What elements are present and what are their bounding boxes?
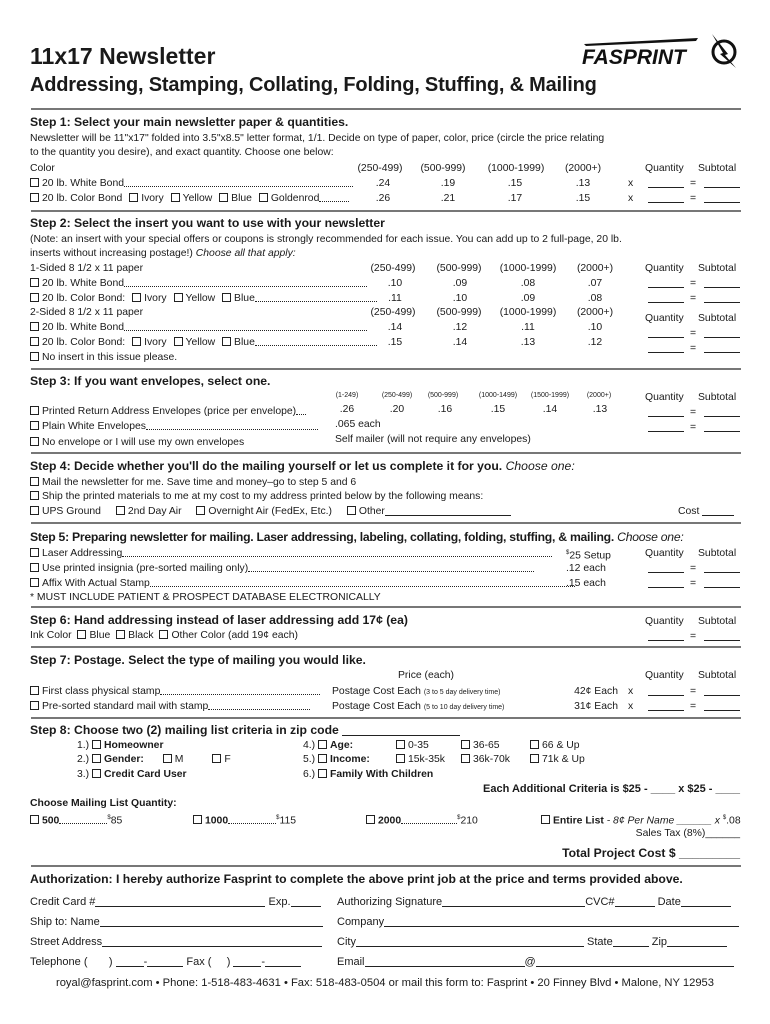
criteria-2[interactable]: 2.) Gender: M F — [77, 754, 231, 765]
authorization-heading: Authorization: I hereby authorize Fasprint to complete the above print job at the price and terms provided above. — [30, 872, 683, 886]
step2-2sided-white-row[interactable] — [30, 321, 367, 334]
step4-mail-for-me-row[interactable] — [30, 476, 356, 489]
ship-to-name-field[interactable]: Ship to: Name — [30, 916, 323, 929]
checkbox[interactable] — [196, 506, 205, 515]
note-text: inserts without increasing postage!) — [30, 248, 193, 259]
checkbox[interactable] — [30, 178, 39, 187]
step1-color-bond-row[interactable] — [30, 192, 375, 205]
sales-tax-line: Sales Tax (8%)______ — [635, 828, 740, 839]
option-label: 20 lb. Color Bond: — [42, 293, 126, 304]
option-label: Ship the printed materials to me at my cost to my address printed below by the following means: — [42, 491, 484, 502]
option-label: Laser Addressing — [42, 548, 123, 559]
checkbox[interactable] — [461, 754, 470, 763]
checkbox[interactable] — [77, 630, 86, 639]
option-label: Mail the newsletter for me. Save time and money–go to step 5 and 6 — [42, 477, 357, 488]
step1-range-3: (1000-1999) — [487, 163, 545, 174]
option-label: Plain White Envelopes — [42, 421, 146, 432]
criteria-5[interactable]: 5.) Income: — [303, 754, 370, 765]
checkbox[interactable] — [30, 322, 39, 331]
checkbox[interactable] — [174, 337, 183, 346]
qty-field[interactable] — [648, 630, 684, 643]
checkbox[interactable] — [30, 352, 39, 361]
checkbox[interactable] — [30, 477, 39, 486]
step5-heading: Step 5: Preparing newsletter for mailing. Laser addressing, labeling, collating, folding, stuffing, & mailing. Choose one: — [30, 530, 684, 544]
price-cell: .15 — [507, 178, 523, 189]
price-cell: .08 — [587, 293, 603, 304]
first-class-cost: Postage Cost Each (3 to 5 day delivery time) — [332, 686, 501, 697]
option-label: Yellow — [185, 293, 216, 304]
insignia-price: .12 each — [566, 563, 606, 574]
option-label: Ivory — [144, 337, 167, 348]
step1-range-2: (500-999) — [420, 163, 466, 174]
additional-criteria-line: Each Additional Criteria is $25 - ____ x $25 - ____ — [483, 783, 740, 795]
page-subtitle: Addressing, Stamping, Collating, Folding, Stuffing, & Mailing — [30, 74, 597, 96]
option-label: No envelope or I will use my own envelopes — [42, 437, 245, 448]
price-cell: .09 — [452, 278, 468, 289]
option-label: Gender: — [104, 754, 144, 765]
checkbox[interactable] — [174, 293, 183, 302]
option-label: 20 lb. Color Bond: — [42, 337, 126, 348]
criteria-3[interactable]: 3.) Credit Card User — [77, 769, 187, 780]
quantity-1000-option[interactable]: 1000 $115 — [193, 812, 296, 827]
price-cell: .21 — [440, 193, 456, 204]
step6-heading: Step 6: Hand addressing instead of laser addressing add 17¢ (ea) — [30, 613, 408, 627]
qty-field[interactable] — [648, 342, 684, 355]
subtotal-field[interactable] — [704, 685, 740, 698]
times-sign: x — [628, 686, 634, 697]
price-cell: .24 — [375, 178, 391, 189]
equals-sign: = — [690, 178, 697, 189]
option-label: No insert in this issue please. — [42, 352, 178, 363]
step7-heading: Step 7: Postage. Select the type of mailing you would like. — [30, 653, 366, 667]
checkbox[interactable] — [116, 506, 125, 515]
step2-2sided-color-row[interactable] — [30, 336, 377, 349]
step2-note-line1: (Note: an insert with your special offers or coupons is strongly recommended for each issue. You can add up to 2 full-page, 20 lb. — [30, 234, 622, 245]
checkbox[interactable] — [396, 754, 405, 763]
step2-1sided-white-row[interactable] — [30, 277, 367, 290]
step1-color-qty-field[interactable] — [648, 192, 684, 205]
option-label: UPS Ground — [42, 506, 101, 517]
qty-field[interactable] — [648, 700, 684, 713]
option-label: Age: — [330, 740, 354, 751]
checkbox[interactable] — [30, 337, 39, 346]
option-label: Ivory — [141, 193, 164, 204]
step5-stamp-row[interactable] — [30, 577, 575, 590]
checkbox[interactable] — [318, 740, 327, 749]
logo-wordmark: FASPRINT — [582, 46, 686, 69]
step4-heading: Step 4: Decide whether you'll do the mailing yourself or let us complete it for you. Choose one: — [30, 459, 575, 473]
step2-range-4: (2000+) — [576, 263, 614, 274]
step2-range-3b: (1000-1999) — [499, 307, 557, 318]
qty-field[interactable] — [648, 577, 684, 590]
equals-sign: = — [690, 293, 697, 304]
qty-field[interactable] — [648, 406, 684, 419]
checkbox[interactable] — [92, 769, 101, 778]
income-option-2[interactable]: 36k-70k — [461, 753, 510, 766]
qty-field[interactable] — [648, 277, 684, 290]
equals-sign: = — [690, 328, 697, 339]
price-cell: .10 — [587, 322, 603, 333]
step1-qty-label: Quantity — [645, 163, 684, 174]
price-cell: .11 — [521, 322, 535, 333]
subtotal-field[interactable] — [704, 562, 740, 575]
choose-one-label: Choose one: — [505, 459, 575, 473]
step3-range-4: (1000-1499) — [478, 392, 518, 399]
cost-label: Cost — [678, 506, 700, 517]
price-cell: .10 — [452, 293, 468, 304]
criteria-4[interactable]: 4.) Age: — [303, 740, 354, 751]
checkbox[interactable] — [30, 193, 39, 202]
step3-range-6: (2000+) — [586, 392, 612, 399]
price-cell: .20 — [389, 404, 405, 415]
checkbox[interactable] — [132, 337, 141, 346]
price-cell: .13 — [592, 404, 608, 415]
equals-sign: = — [690, 578, 697, 589]
times-sign: x — [628, 701, 634, 712]
option-label: Ivory — [144, 293, 167, 304]
equals-sign: = — [690, 278, 697, 289]
checkbox[interactable] — [347, 506, 356, 515]
price-cell: .26 — [375, 193, 391, 204]
checkbox[interactable] — [541, 815, 550, 824]
page-title: 11x17 Newsletter — [30, 43, 216, 69]
price-cell: .19 — [440, 178, 456, 189]
price-cell: .10 — [387, 278, 403, 289]
step3-qty-label: Quantity — [645, 392, 684, 403]
checkbox[interactable] — [30, 293, 39, 302]
checkbox[interactable] — [219, 193, 228, 202]
step2-qty-label: Quantity — [645, 263, 684, 274]
price-cell: .13 — [575, 178, 591, 189]
step5-laser-row[interactable] — [30, 547, 552, 560]
step3-printed-row[interactable] — [30, 405, 306, 418]
qty-field[interactable] — [648, 327, 684, 340]
option-label: Use printed insignia (pre-sorted mailing only) — [42, 563, 249, 574]
price-cell: .14 — [452, 337, 468, 348]
self-mailer-note: Self mailer (will not require any envelopes) — [335, 434, 531, 445]
delivery-time: (3 to 5 day delivery time) — [423, 689, 501, 696]
age-option-1[interactable]: 0-35 — [396, 739, 429, 752]
price-cell: .14 — [387, 322, 403, 333]
stamp-price: .15 each — [566, 578, 606, 589]
option-label: Pre-sorted standard mail with stamp — [42, 701, 209, 712]
step2-range-1: (250-499) — [370, 263, 416, 274]
first-class-price: 42¢ Each — [574, 686, 618, 697]
income-option-3[interactable]: 71k & Up — [530, 753, 585, 766]
presorted-cost: Postage Cost Each (5 to 10 day delivery time) — [332, 701, 505, 712]
step3-no-envelope-row[interactable] — [30, 436, 244, 449]
step4-cost-field[interactable] — [678, 505, 734, 518]
option-label: Blue — [234, 337, 255, 348]
option-label: Yellow — [185, 337, 216, 348]
option-label: Credit Card User — [104, 769, 187, 780]
equals-sign: = — [690, 563, 697, 574]
step1-heading: Step 1: Select your main newsletter paper & quantities. — [30, 115, 349, 129]
step2-subtotal-label-b: Subtotal — [698, 313, 737, 324]
step2-two-sided-label: 2-Sided 8 1/2 x 11 paper — [30, 307, 144, 318]
step4-ship-to-me-row[interactable] — [30, 490, 483, 503]
step1-color-label: Color — [30, 163, 55, 174]
step3-heading: Step 3: If you want envelopes, select one. — [30, 374, 271, 388]
checkbox[interactable] — [129, 193, 138, 202]
income-option-1[interactable]: 15k-35k — [396, 753, 445, 766]
step2-range-1b: (250-499) — [370, 307, 416, 318]
step1-range-1: (250-499) — [357, 163, 403, 174]
criteria-1[interactable]: 1.) Homeowner — [77, 740, 164, 751]
total-project-cost: Total Project Cost $ _________ — [562, 846, 740, 860]
checkbox[interactable] — [30, 815, 39, 824]
checkbox[interactable] — [159, 630, 168, 639]
age-option-3[interactable]: 66 & Up — [530, 739, 580, 752]
step1-desc-line2: to the quantity you desire), and exact quantity. Choose one below: — [30, 147, 334, 158]
subtotal-field[interactable] — [704, 342, 740, 355]
price-cell: .11 — [388, 293, 402, 304]
checkbox[interactable] — [318, 754, 327, 763]
checkbox[interactable] — [30, 548, 39, 557]
step6-qty-label: Quantity — [645, 616, 684, 627]
email-field[interactable]: Email @ — [337, 956, 734, 969]
option-label: Other Color (add 19¢ each) — [171, 630, 298, 641]
quantity-500-option[interactable]: 500 $85 — [30, 812, 122, 827]
step2-qty-label-b: Quantity — [645, 313, 684, 324]
subtotal-field[interactable] — [704, 700, 740, 713]
step7-price-each-label: Price (each) — [398, 670, 455, 681]
step3-range-1: (1-249) — [335, 392, 359, 399]
step3-plain-row[interactable] — [30, 420, 318, 433]
checkbox[interactable] — [30, 701, 39, 710]
subtotal-field[interactable] — [704, 327, 740, 340]
step5-qty-label: Quantity — [645, 548, 684, 559]
step1-white-bond-row[interactable] — [30, 177, 375, 190]
checkbox[interactable] — [259, 193, 268, 202]
step3-range-2: (250-499) — [381, 392, 413, 399]
step2-range-2: (500-999) — [436, 263, 482, 274]
step7-presorted-row[interactable] — [30, 700, 310, 713]
entire-list-option[interactable]: Entire List - 8¢ Per Name ______ x $.08 — [541, 812, 741, 827]
step2-range-4b: (2000+) — [576, 307, 614, 318]
checkbox[interactable] — [30, 278, 39, 287]
step1-subtotal-label: Subtotal — [698, 163, 737, 174]
option-label: Black — [128, 630, 154, 641]
subtotal-field[interactable] — [704, 292, 740, 305]
option-label: Blue — [89, 630, 111, 641]
subtotal-field[interactable] — [704, 277, 740, 290]
option-label: Blue — [231, 193, 252, 204]
step2-heading: Step 2: Select the insert you want to use with your newsletter — [30, 216, 385, 230]
option-label: Income: — [330, 754, 370, 765]
checkbox[interactable] — [222, 293, 231, 302]
checkbox[interactable] — [30, 421, 39, 430]
qty-field[interactable] — [648, 685, 684, 698]
times-sign: x — [628, 178, 634, 189]
checkbox[interactable] — [461, 740, 470, 749]
fasprint-logo — [578, 30, 744, 72]
times-sign: x — [628, 193, 634, 204]
price-cell: .16 — [437, 404, 453, 415]
step2-range-2b: (500-999) — [436, 307, 482, 318]
price-text: 25 Setup — [569, 550, 611, 562]
fasprint-logo-graphic — [578, 30, 744, 72]
checkbox[interactable] — [116, 630, 125, 639]
price-cell: .08 — [520, 278, 536, 289]
option-label: 20 lb. White Bond — [42, 278, 125, 289]
step1-desc-line1: Newsletter will be 11"x17" folded into 3.5"x8.5" letter format, 1/1. Decide on type of paper, color, price (circle the price relating — [30, 133, 605, 144]
option-label: Homeowner — [104, 740, 164, 751]
signature-field[interactable]: Authorizing Signature CVC# Date — [337, 896, 731, 909]
subtotal-field[interactable] — [704, 630, 740, 643]
qty-field[interactable] — [648, 421, 684, 434]
checkbox[interactable] — [530, 754, 539, 763]
age-option-2[interactable]: 36-65 — [461, 739, 500, 752]
checkbox[interactable] — [163, 754, 172, 763]
subtotal-field[interactable] — [704, 421, 740, 434]
equals-sign: = — [690, 193, 697, 204]
step3-range-5: (1500-1999) — [530, 392, 570, 399]
checkbox[interactable] — [30, 437, 39, 446]
step2-1sided-color-row[interactable] — [30, 292, 377, 305]
price-cell: .17 — [507, 193, 523, 204]
option-label: First class physical stamp — [42, 686, 161, 697]
price-cell: .26 — [339, 404, 355, 415]
price-cell: .07 — [587, 278, 603, 289]
quantity-2000-option[interactable]: 2000 $210 — [366, 812, 478, 827]
option-label: 20 lb. White Bond — [42, 178, 125, 189]
subtotal-field[interactable] — [704, 406, 740, 419]
checkbox[interactable] — [318, 769, 327, 778]
checkbox[interactable] — [171, 193, 180, 202]
step7-qty-label: Quantity — [645, 670, 684, 681]
price-cell: .14 — [542, 404, 558, 415]
subtotal-field[interactable] — [704, 577, 740, 590]
checkbox[interactable] — [530, 740, 539, 749]
plain-envelope-price: .065 each — [335, 419, 381, 430]
checkbox[interactable] — [92, 754, 101, 763]
equals-sign: = — [690, 701, 697, 712]
option-label: 20 lb. White Bond — [42, 322, 125, 333]
option-label: Blue — [234, 293, 255, 304]
price-cell: .15 — [575, 193, 591, 204]
equals-sign: = — [690, 343, 697, 354]
step5-database-note: * MUST INCLUDE PATIENT & PROSPECT DATABASE ELECTRONICALLY — [30, 592, 381, 603]
step7-first-class-row[interactable] — [30, 685, 320, 698]
step6-ink-color-row[interactable] — [30, 629, 298, 642]
step1-color-subtotal-field[interactable] — [704, 192, 740, 205]
equals-sign: = — [690, 686, 697, 697]
step7-subtotal-label: Subtotal — [698, 670, 737, 681]
option-label: Goldenrod — [270, 193, 320, 204]
step1-white-qty-field[interactable] — [648, 177, 684, 190]
step3-range-3: (500-999) — [427, 392, 459, 399]
price-cell: .13 — [520, 337, 536, 348]
presorted-price: 31¢ Each — [574, 701, 618, 712]
choose-one-label: Choose one: — [617, 530, 684, 544]
step1-white-subtotal-field[interactable] — [704, 177, 740, 190]
checkbox[interactable] — [366, 815, 375, 824]
step6-subtotal-label: Subtotal — [698, 616, 737, 627]
price-cell: .15 — [387, 337, 403, 348]
equals-sign: = — [690, 407, 697, 418]
qty-field[interactable] — [648, 562, 684, 575]
step2-no-insert-row[interactable] — [30, 351, 177, 364]
step8-heading: Step 8: Choose two (2) mailing list criteria in zip code — [30, 723, 460, 737]
step4-shipping-methods-row[interactable] — [30, 505, 511, 518]
note-emphasis: Choose all that apply: — [195, 248, 296, 259]
option-label: Affix With Actual Stamp — [42, 578, 150, 589]
step2-range-3: (1000-1999) — [499, 263, 557, 274]
company-field[interactable]: Company — [337, 916, 739, 929]
price-cell: .12 — [452, 322, 468, 333]
option-label: 20 lb. Color Bond — [42, 193, 123, 204]
dollar-sign: $ — [566, 550, 570, 556]
telephone-fax-field[interactable]: Telephone ( ) - Fax ( ) - — [30, 956, 301, 969]
checkbox[interactable] — [222, 337, 231, 346]
laser-setup-price — [566, 547, 611, 562]
step2-subtotal-label: Subtotal — [698, 263, 737, 274]
checkbox[interactable] — [30, 686, 39, 695]
price-cell: .12 — [587, 337, 603, 348]
criteria-6[interactable]: 6.) Family With Children — [303, 769, 434, 780]
step1-range-4: (2000+) — [564, 163, 602, 174]
step3-subtotal-label: Subtotal — [698, 392, 737, 403]
checkbox[interactable] — [193, 815, 202, 824]
checkbox[interactable] — [30, 563, 39, 572]
city-state-zip-field[interactable]: City State Zip — [337, 936, 727, 949]
checkbox[interactable] — [132, 293, 141, 302]
step5-subtotal-label: Subtotal — [698, 548, 737, 559]
equals-sign: = — [690, 422, 697, 433]
street-address-field[interactable]: Street Address — [30, 936, 322, 949]
option-label: Yellow — [182, 193, 213, 204]
step2-one-sided-label: 1-Sided 8 1/2 x 11 paper — [30, 263, 144, 274]
qty-field[interactable] — [648, 292, 684, 305]
equals-sign: = — [690, 631, 697, 642]
price-cell: .09 — [520, 293, 536, 304]
option-label: Overnight Air (FedEx, Etc.) — [208, 506, 332, 517]
option-label: Printed Return Address Envelopes (price per envelope) — [42, 406, 297, 417]
checkbox[interactable] — [92, 740, 101, 749]
checkbox[interactable] — [396, 740, 405, 749]
footer-contact: royal@fasprint.com • Phone: 1-518-483-4631 • Fax: 518-483-0504 or mail this form to: Fasprint • 20 Finney Blvd • Malone, NY 12953 — [55, 977, 714, 989]
delivery-time: (5 to 10 day delivery time) — [423, 704, 505, 711]
option-label: 2nd Day Air — [127, 506, 182, 517]
price-cell: .15 — [490, 404, 506, 415]
credit-card-field[interactable]: Credit Card # Exp. — [30, 896, 321, 909]
checkbox[interactable] — [30, 406, 39, 415]
step5-insignia-row[interactable] — [30, 562, 534, 575]
option-label: Family With Children — [330, 769, 434, 780]
step2-note-line2 — [30, 247, 296, 260]
mailing-quantity-heading: Choose Mailing List Quantity: — [30, 798, 177, 809]
ink-color-label: Ink Color — [30, 630, 72, 641]
checkbox[interactable] — [30, 578, 39, 587]
checkbox[interactable] — [30, 506, 39, 515]
checkbox[interactable] — [212, 754, 221, 763]
checkbox[interactable] — [30, 491, 39, 500]
option-label: Other — [358, 506, 385, 517]
